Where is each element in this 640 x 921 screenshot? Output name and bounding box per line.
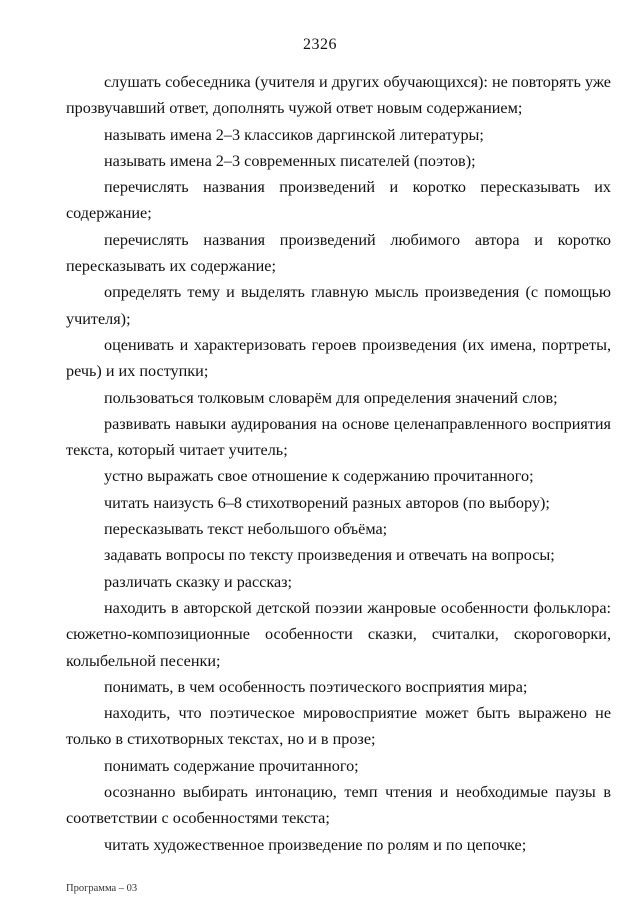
document-body bbox=[66, 69, 611, 858]
paragraph: понимать содержание прочитанного; bbox=[104, 756, 359, 775]
paragraph: понимать, в чем особенность поэтического восприятия мира; bbox=[104, 677, 528, 696]
paragraph: читать наизусть 6–8 стихотворений разных авторов (по выбору); bbox=[104, 493, 550, 512]
paragraph: читать художественное произведение по ролям и по цепочке; bbox=[104, 835, 527, 854]
paragraph: называть имена 2–3 современных писателей (поэтов); bbox=[104, 151, 476, 170]
paragraph: различать сказку и рассказ; bbox=[104, 572, 293, 591]
paragraph: определять тему и выделять главную мысль произведения (с помощью учителя); bbox=[66, 283, 611, 328]
paragraph: перечислять названия произведений и коротко пересказывать их содержание; bbox=[66, 178, 611, 223]
paragraph: развивать навыки аудирования на основе целенаправленного восприятия текста, который читает учитель; bbox=[66, 414, 611, 460]
paragraph: находить в авторской детской поэзии жанровые особенности фольклора: сюжетно-композиционные особенности сказки, считалки, скороговорки, колыбельной песенки; bbox=[66, 598, 611, 670]
paragraph: называть имена 2–3 классиков даргинской литературы; bbox=[104, 125, 484, 144]
paragraph: пользоваться толковым словарём для определения значений слов; bbox=[104, 388, 558, 407]
paragraph: устно выражать свое отношение к содержанию прочитанного; bbox=[104, 467, 534, 486]
paragraph: перечислять названия произведений любимого автора и коротко пересказывать их содержание; bbox=[66, 230, 611, 276]
paragraph: находить, что поэтическое мировосприятие может быть выражено не только в стихотворных текстах, но и в прозе; bbox=[66, 704, 611, 749]
paragraph: оценивать и характеризовать героев произведения (их имена, портреты, речь) и их поступки; bbox=[66, 335, 611, 381]
paragraph: слушать собеседника (учителя и других обучающихся): не повторять уже прозвучавший ответ, дополнять чужой ответ новым содержанием; bbox=[66, 73, 611, 118]
paragraph: осознанно выбирать интонацию, темп чтения и необходимые паузы в соответствии с особенностями текста; bbox=[66, 783, 611, 828]
paragraph: пересказывать текст небольшого объёма; bbox=[104, 520, 388, 539]
paragraph: задавать вопросы по тексту произведения и отвечать на вопросы; bbox=[104, 546, 555, 565]
page-footer: Программа – 03 bbox=[66, 883, 138, 894]
page-number: 2326 bbox=[303, 36, 337, 53]
